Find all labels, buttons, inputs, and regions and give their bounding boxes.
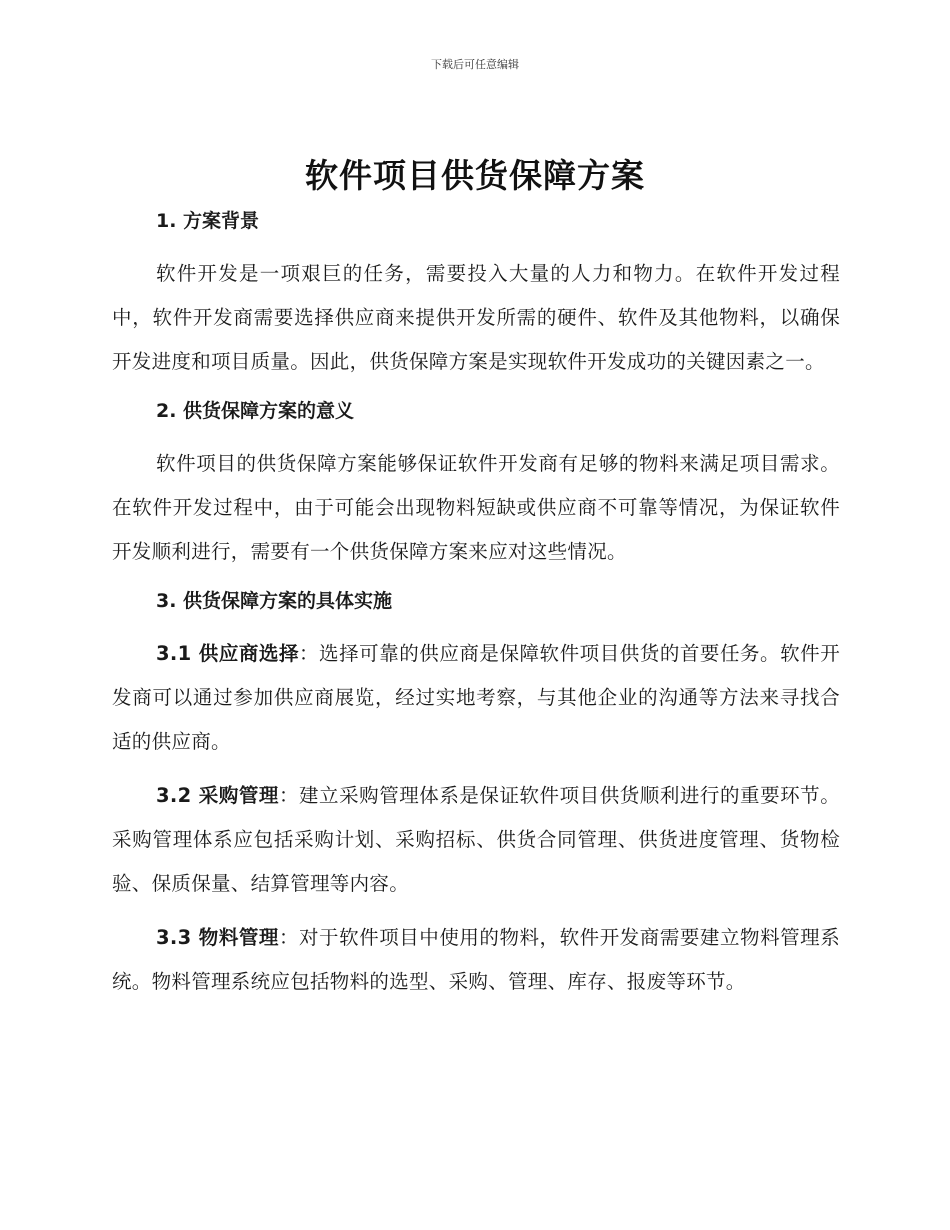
document-title: 软件项目供货保障方案 [305,156,645,195]
section-heading: 3. 供货保障方案的具体实施 [156,590,393,612]
subsection-paragraph [112,774,840,906]
subsection-paragraph [112,916,840,1004]
subsection-lead: 3.1 供应商选择 [156,642,300,665]
subsection-lead: 3.2 采购管理 [156,784,279,807]
section-paragraph: 软件项目的供货保障方案能够保证软件开发商有足够的物料来满足项目需求。在软件开发过程中，由于可能会出现物料短缺或供应商不可靠等情况，为保证软件开发顺利进行，需要有一个供货保障方案来应对这些情况。 [112,452,840,563]
subsection-text: ：对于软件项目中使用的物料，软件开发商需要建立物料管理系统。物料管理系统应包括物料的选型、采购、管理、库存、报废等环节。 [112,926,841,993]
subsection-paragraph [112,632,840,764]
section-heading: 2. 供货保障方案的意义 [156,400,355,422]
subsection-text: ：建立采购管理体系是保证软件项目供货顺利进行的重要环节。采购管理体系应包括采购计划、采购招标、供货合同管理、供货进度管理、货物检验、保质保量、结算管理等内容。 [112,784,841,895]
subsection-text: ：选择可靠的供应商是保障软件项目供货的首要任务。软件开发商可以通过参加供应商展览，经过实地考察，与其他企业的沟通等方法来寻找合适的供应商。 [112,642,840,753]
section-heading: 1. 方案背景 [156,210,260,232]
section-paragraph: 软件开发是一项艰巨的任务，需要投入大量的人力和物力。在软件开发过程中，软件开发商需要选择供应商来提供开发所需的硬件、软件及其他物料，以确保开发进度和项目质量。因此，供货保障方案是实现软件开发成功的关键因素之一。 [112,262,840,373]
document-body [112,204,840,1014]
page-header: 下载后可任意编辑 [431,58,519,71]
subsection-lead: 3.3 物料管理 [156,926,279,949]
